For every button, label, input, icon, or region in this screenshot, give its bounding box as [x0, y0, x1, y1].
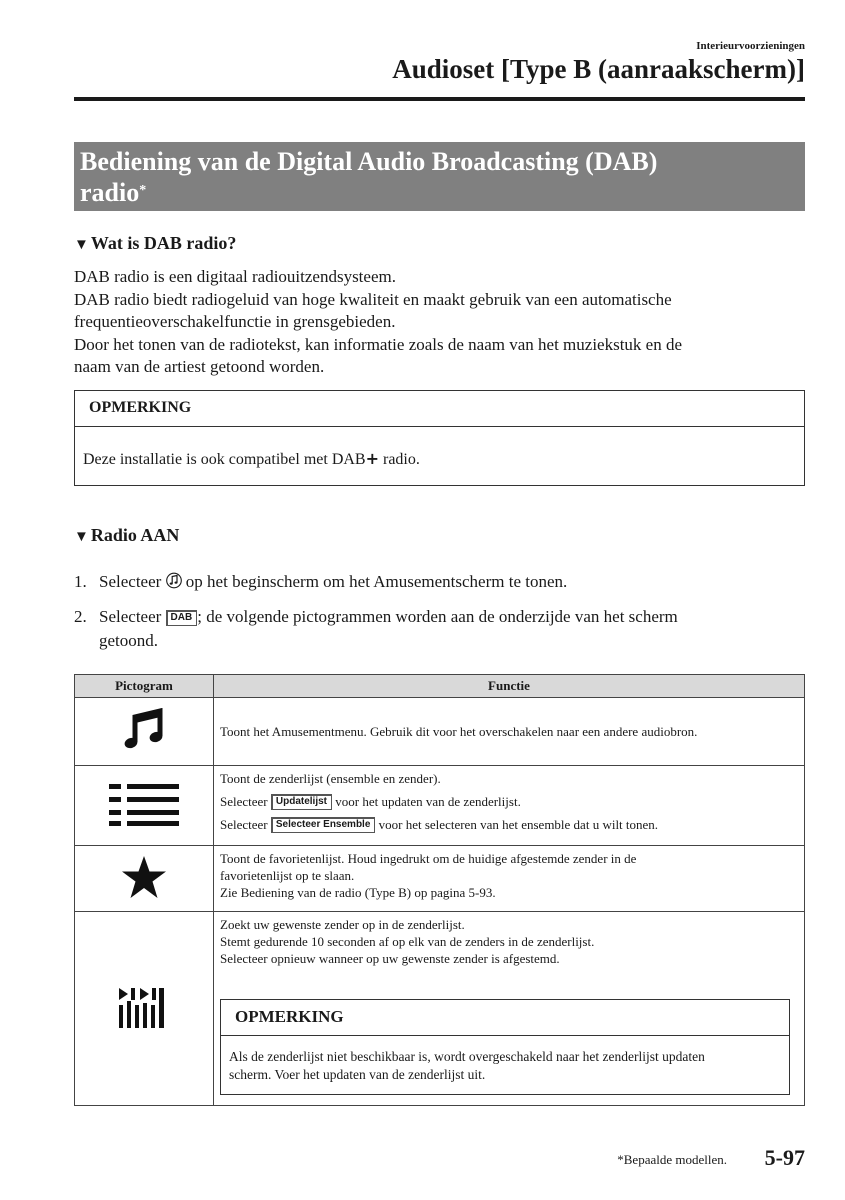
function-text: Zoekt uw gewenste zender op in de zenderlijst. [220, 917, 465, 932]
intro-line: naam van de artiest getoond worden. [74, 357, 325, 376]
page-title-line1: Bediening van de Digital Audio Broadcasting (DAB) [80, 147, 658, 176]
icon-cell [75, 698, 214, 766]
table-row [75, 912, 805, 1106]
function-text [220, 793, 798, 810]
intro-line: DAB radio biedt radiogeluid van hoge kwaliteit en maakt gebruik van een automatische [74, 289, 672, 309]
update-list-button[interactable]: Updatelijst [271, 794, 332, 810]
function-text: Toont de zenderlijst (ensemble en zender). [220, 771, 441, 786]
note-text-part: radio. [379, 451, 420, 468]
model-footnote-mark: * [139, 183, 147, 198]
icon-cell [75, 912, 214, 1106]
function-text-part: Selecteer [220, 817, 271, 832]
triangle-down-icon: ▼ [74, 237, 89, 253]
step-number: 2. [74, 607, 87, 626]
icon-cell [75, 846, 214, 912]
subheading-radio-on [74, 525, 179, 546]
star-icon [121, 887, 167, 902]
intro-paragraph [74, 266, 805, 379]
inner-note-box [220, 999, 790, 1095]
function-text: Toont het Amusementmenu. Gebruik dit voor het overschakelen naar een andere audiobron. [220, 724, 698, 739]
step-text: Selecteer [99, 572, 166, 591]
step-text: op het beginscherm om het Amusementscherm te tonen. [181, 572, 568, 591]
section-title: Audioset [Type B (aanraakscherm)] [392, 54, 805, 84]
function-text-part: voor het selecteren van het ensemble dat u wilt tonen. [375, 817, 659, 832]
subheading-text: Radio AAN [90, 525, 180, 545]
table-row [75, 698, 805, 766]
subheading-what-is-dab [74, 233, 236, 254]
step-text: Selecteer [99, 607, 166, 626]
step-number: 1. [74, 572, 87, 591]
list-icon [109, 814, 179, 829]
page-number: 5-97 [764, 1145, 805, 1170]
table-header-row [75, 675, 805, 698]
intro-line: Door het tonen van de radiotekst, kan informatie zoals de naam van het muziekstuk en de [74, 334, 683, 354]
step-1 [74, 570, 805, 594]
function-text: favorietenlijst op te slaan. [220, 868, 355, 883]
page-title-banner [74, 142, 805, 211]
function-text: Selecteer opnieuw wanneer op uw gewenste zender is afgestemd. [220, 951, 560, 966]
note-title: OPMERKING [221, 1000, 789, 1036]
dab-button[interactable]: DAB [166, 610, 198, 626]
function-cell [214, 766, 805, 846]
function-text [220, 816, 798, 833]
note-text [221, 1036, 789, 1094]
step-text-continued: getoond. [99, 631, 159, 650]
music-note-icon [122, 740, 166, 755]
note-text [75, 427, 804, 481]
function-text: Zie Bediening van de radio (Type B) op pagina 5-93. [220, 885, 496, 900]
intro-line: DAB radio is een digitaal radiouitzendsysteem. [74, 267, 396, 286]
subheading-text: Wat is DAB radio? [90, 233, 237, 253]
step-text: ; de volgende pictogrammen worden aan de onderzijde van het scherm [197, 607, 678, 626]
function-cell [214, 912, 805, 1106]
function-cell [214, 698, 805, 766]
triangle-down-icon: ▼ [74, 529, 89, 545]
scan-icon [117, 1016, 171, 1031]
music-note-icon [166, 572, 182, 591]
chapter-label: Interieurvoorzieningen [696, 40, 805, 52]
function-text-part: Selecteer [220, 794, 271, 809]
note-line: scherm. Voer het updaten van de zenderlijst uit. [229, 1067, 486, 1082]
column-header-function: Functie [214, 675, 805, 698]
step-2 [74, 605, 805, 653]
select-ensemble-button[interactable]: Selecteer Ensemble [271, 817, 376, 833]
intro-line: frequentieoverschakelfunctie in grensgebieden. [74, 312, 396, 331]
note-title: OPMERKING [75, 391, 804, 427]
table-row [75, 846, 805, 912]
page-title-line2: radio [80, 178, 140, 207]
table-row [75, 766, 805, 846]
function-text: Stemt gedurende 10 seconden af op elk van de zenders in de zenderlijst. [220, 934, 595, 949]
note-line: Als de zenderlijst niet beschikbaar is, wordt overgeschakeld naar het zenderlijst updaten [229, 1049, 705, 1064]
header-rule [74, 97, 805, 101]
note-box [74, 390, 805, 486]
pictogram-table [74, 674, 805, 1106]
function-text: Toont de favorietenlijst. Houd ingedrukt om de huidige afgestemde zender in de [220, 851, 637, 866]
note-text-part: Deze installatie is ook compatibel met DAB [83, 451, 366, 468]
function-text-part: voor het updaten van de zenderlijst. [332, 794, 521, 809]
footnote: *Bepaalde modellen. [617, 1152, 727, 1167]
plus-sign: + [365, 449, 379, 468]
column-header-pictogram: Pictogram [75, 675, 214, 698]
icon-cell [75, 766, 214, 846]
function-cell [214, 846, 805, 912]
